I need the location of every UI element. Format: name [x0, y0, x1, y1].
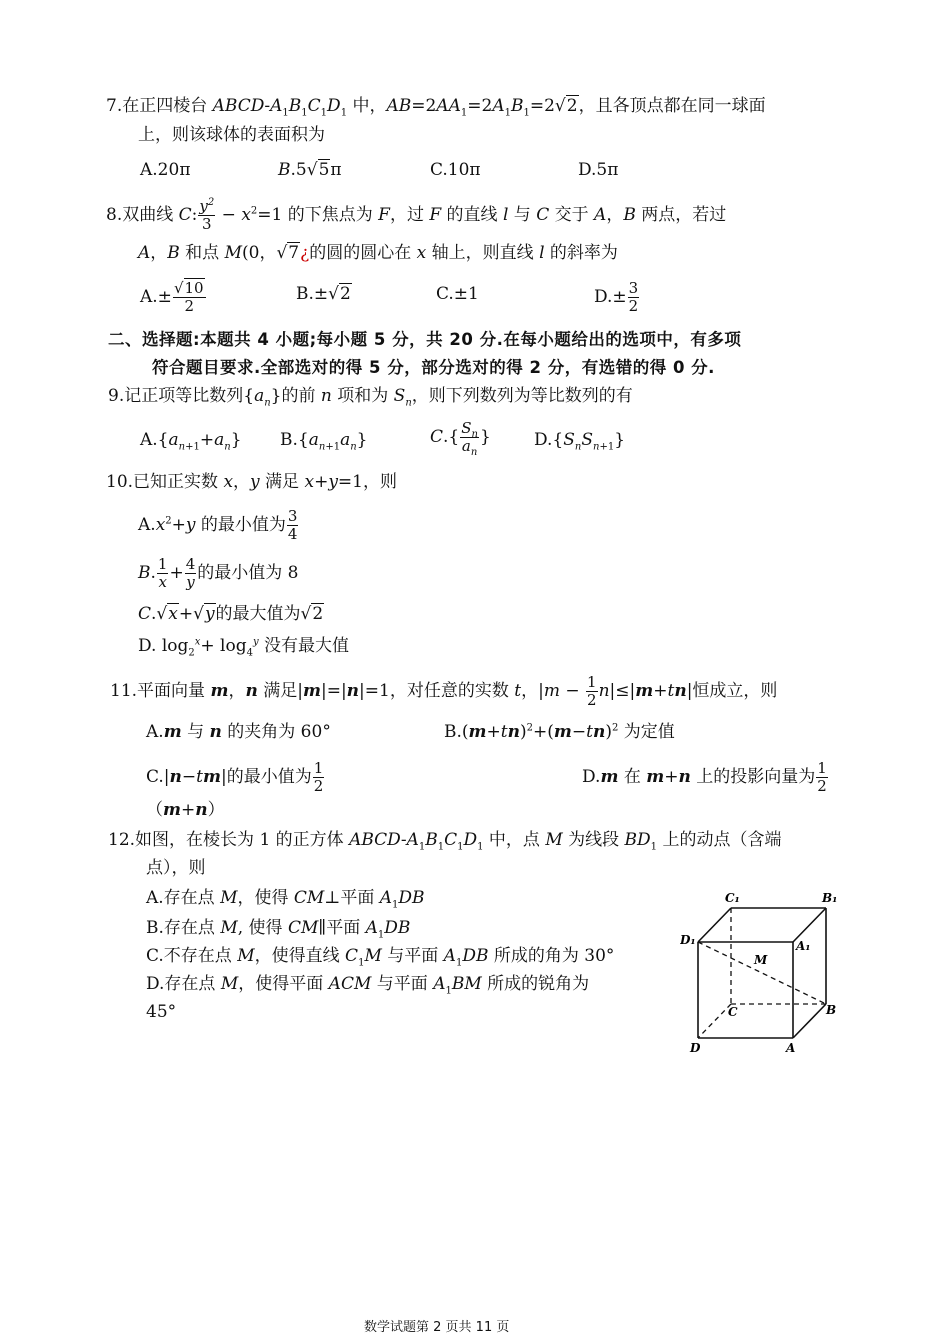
label-d1: D₁	[680, 933, 696, 947]
q7-line1: 7.在正四棱台 ABCD-$A_1B_1C_1D_1$ 中，$AB=2AA_1=2A_1B_1=2√2$，且各顶点都在同一球面	[106, 96, 766, 119]
label-a1: A₁	[796, 939, 811, 953]
label-a: A	[786, 1041, 796, 1055]
q9-option-c: C.{ $\frac{S_n}{a_n}$ }	[430, 419, 491, 458]
q11-option-d: D.m 在 m+n 上的投影向量为 $\frac{1}{2}$	[582, 759, 827, 795]
label-b: B	[826, 1003, 837, 1017]
label-c: C	[728, 1005, 738, 1019]
edge-b1-a1	[793, 908, 826, 942]
cube-figure	[680, 886, 840, 1062]
q8-line1: 8.双曲线 C: $\frac{y^2}{3}$ − $x^2=1$ 的下焦点为 F，过 F 的直线 l 与 C 交于 A，B 两点，若过	[106, 197, 727, 233]
edge-c-d-hidden	[698, 1004, 731, 1038]
q10-option-c: C.√x+√y的最大值为√2	[138, 604, 324, 624]
q10-option-d: D. $\log_2^x+ \log_4^y$ 没有最大值	[138, 636, 350, 659]
section2-header-line1: 二、选择题:本题共 4 小题;每小题 5 分，共 20 分.在每小题给出的选项中，有多项	[108, 330, 742, 349]
q12-option-d: D.存在点 M，使得平面 ACM 与平面 $A_1BM$ 所成的锐角为	[146, 974, 590, 997]
q11-option-b: $B.(m+tn)^2+(m-tn)^2$ 为定值	[444, 722, 675, 742]
q7-option-c: C.10π	[430, 160, 481, 180]
q8-option-a: A.± $\frac{√10}{2}$	[140, 279, 204, 315]
q12-option-c: C.不存在点 M，使得直线 $C_1M$ 与平面 $A_1DB$ 所成的角为 30°	[146, 946, 615, 969]
q9-line1: 9.记正项等比数列$\{a_n\}$的前 n 项和为 $S_n$，则下列数列为等比数列的有	[108, 386, 633, 409]
q11-option-c: C.|n−tm|的最小值为 $\frac{1}{2}$	[146, 759, 324, 795]
q10-line1: 10.已知正实数 x，y 满足 x+y=1，则	[106, 472, 397, 492]
label-c1: C₁	[725, 891, 740, 905]
q8-line2: A，B 和点 M(0，√7¿的圆的圆心在 x 轴上，则直线 l 的斜率为	[138, 243, 618, 263]
q10-option-a: $A.x^2+y$ 的最小值为 $\frac{3}{4}$	[138, 507, 298, 543]
label-b1: B₁	[822, 891, 838, 905]
q9-option-d: $D.\{S_nS_{n+1}\}$	[534, 430, 626, 453]
q10-option-b: B. $\frac{1}{x}$ + $\frac{4}{y}$ 的最小值为 8	[138, 555, 299, 591]
edge-d1-c1	[698, 908, 731, 942]
q7-option-b: B.5√5π	[278, 160, 342, 180]
q12-option-b: B.存在点 M, 使得 CM∥平面 $A_1DB$	[146, 918, 411, 941]
q12-option-d-continued: 45°	[146, 1002, 177, 1022]
q9-option-b: $B.\{a_{n+1}a_n\}$	[280, 430, 368, 453]
page-footer: 数学试题第 2 页共 11 页	[364, 1320, 510, 1335]
q11-line1: 11.平面向量 m，n 满足|m|=|n|=1，对任意的实数 t，|m − $\frac{1}{2}$ n|≤|m+tn|恒成立，则	[110, 673, 778, 709]
label-d: D	[690, 1041, 701, 1055]
q7-option-d: D.5π	[578, 160, 619, 180]
label-m: M	[754, 953, 768, 967]
q8-option-d: D.± $\frac{3}{2}$	[594, 279, 639, 315]
section2-header-line2: 符合题目要求.全部选对的得 5 分，部分选对的得 2 分，有选错的得 0 分.	[152, 358, 715, 377]
q7-option-a: A.20π	[140, 160, 191, 180]
edge-b-a	[793, 1004, 826, 1038]
q11-option-d-continued: （m+n）	[146, 800, 225, 820]
q7-line2: 上，则该球体的表面积为	[138, 125, 325, 145]
q11-option-a: A.m 与 n 的夹角为 60°	[146, 722, 331, 742]
q12-line1: 12.如图，在棱长为 1 的正方体 ABCD-$A_1B_1C_1D_1$ 中，点 M 为线段 $BD_1$ 上的动点（含端	[108, 830, 782, 853]
q8-option-b: B.±√2	[296, 284, 351, 304]
q12-line2: 点），则	[146, 858, 206, 878]
q9-option-a: $A.\{a_{n+1}+a_n\}$	[140, 430, 242, 453]
q12-option-a: A.存在点 M，使得 CM⊥平面 $A_1DB$	[146, 888, 425, 911]
q8-option-c: C.±1	[436, 284, 479, 304]
